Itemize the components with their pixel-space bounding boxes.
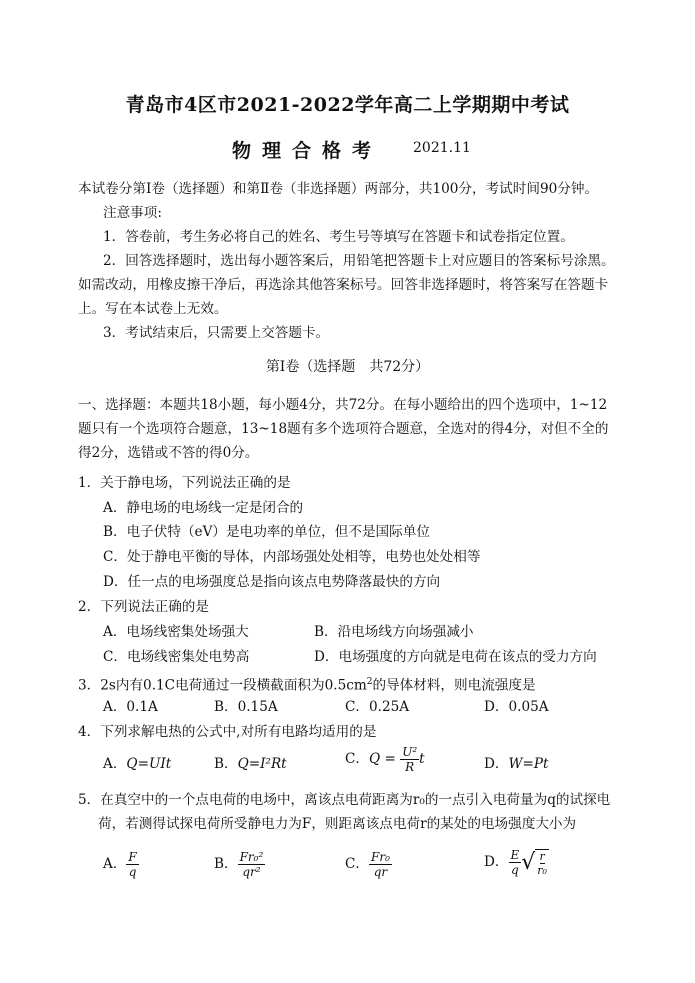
q4-c-fraction: [400, 745, 419, 774]
q3-option-d: D．0.05A: [484, 699, 549, 715]
q5-b-den: qr²: [242, 865, 261, 879]
q5-d-sqrt: [521, 849, 549, 877]
section-heading: 第Ⅰ卷（选择题 共72分）: [265, 359, 430, 375]
q5-option-a: [103, 850, 139, 879]
q5-a-num: F: [128, 850, 137, 864]
sqrt-icon: √: [521, 849, 536, 875]
q4-b-label: B．: [214, 756, 238, 772]
q3-stem-b: 的导体材料，则电流强度是: [372, 677, 536, 694]
q5-b-label: B．: [214, 856, 238, 872]
q5-option-c: [345, 850, 392, 879]
intro-line: 本试卷分第Ⅰ卷（选择题）和第Ⅱ卷（非选择题）两部分，共100分，考试时间90分钟。: [78, 181, 599, 197]
q5-a-den: q: [128, 865, 137, 879]
q5-a-label: A．: [103, 856, 127, 872]
q4-stem: 4．下列求解电热的公式中,对所有电路均适用的是: [78, 724, 377, 740]
q3-option-b: B．0.15A: [214, 699, 278, 715]
q4-a-formula: Q=UIt: [126, 756, 172, 772]
q1-option-a: A．静电场的电场线一定是闭合的: [103, 500, 304, 516]
q5-c-num: Fr₀: [371, 850, 390, 864]
q4-a-label: A．: [103, 756, 127, 772]
q5-c-label: C．: [345, 856, 369, 872]
q5-option-b: [214, 850, 265, 879]
q1-stem: 1．关于静电场，下列说法正确的是: [78, 475, 291, 491]
exam-subtitle: 物理合格考: [232, 140, 383, 162]
q3-stem-sup: 2: [366, 677, 373, 687]
q5-d-num: E: [510, 848, 520, 862]
q2-option-c: C．电场线密集处电势高: [103, 649, 250, 665]
section-desc-b: 题只有一个选项符合题意，13~18题有多个选项符合题意，全选对的得4分，对但不全的: [78, 421, 609, 437]
q4-option-d: [484, 755, 548, 773]
q2-option-b: B．沿电场线方向场强减小: [314, 624, 474, 640]
q4-d-formula: W=Pt: [508, 756, 549, 772]
note-3: 3．考试结束后，只需要上交答题卡。: [103, 325, 330, 341]
q5-d-fraction: [509, 848, 522, 877]
exam-date: 2021.11: [413, 140, 471, 156]
q4-option-a: [103, 755, 171, 773]
q4-c-tail: t: [419, 751, 425, 767]
q5-b-num: Fr₀²: [239, 850, 264, 864]
section-desc-a: 一、选择题：本题共18小题，每小题4分，共72分。在每小题给出的四个选项中，1~12: [78, 397, 608, 413]
q4-option-c: C．Q = $\frac{\text{U²}}{R}$ t: [345, 745, 425, 774]
q4-c-label: C．: [345, 751, 369, 767]
q4-c-den: R: [405, 760, 415, 774]
q5-b-fraction: [238, 850, 266, 879]
q1-option-c: C．处于静电平衡的导体，内部场强处处相等，电势也处处相等: [103, 549, 481, 565]
q5-c-fraction: [369, 850, 392, 879]
q5-d-label: D．: [484, 854, 509, 870]
q2-option-a: A．电场线密集处场强大: [103, 624, 249, 640]
note-2c: 上。写在本试卷上无效。: [78, 301, 228, 317]
q1-option-d: D．任一点的电场强度总是指向该点电势降落最快的方向: [103, 574, 441, 590]
note-2b: 如需改动，用橡皮擦干净后，再选涂其他答案标号。回答非选择题时，将答案写在答题卡: [78, 277, 609, 293]
q5-option-d: [484, 848, 549, 877]
notice-heading: 注意事项:: [103, 205, 162, 221]
q3-stem: [78, 673, 536, 695]
q3-stem-a: 3．2s内有0.1C电荷通过一段横截面积为0.5cm: [78, 677, 367, 694]
q5-a-fraction: [126, 850, 138, 879]
note-2a: 2．回答选择题时，选出每小题答案后，用铅笔把答题卡上对应题目的答案标号涂黑。: [103, 253, 615, 269]
q3-option-c: C．0.25A: [345, 699, 410, 715]
q5-stem-b: 荷，若测得试探电荷所受静电力为F，则距离该点电荷r的某处的电场强度大小为: [98, 816, 577, 832]
q5-d-rnum: r: [539, 849, 545, 863]
q4-c-lhs: Q: [369, 751, 381, 767]
q2-option-d: D．电场强度的方向就是电荷在该点的受力方向: [314, 649, 597, 665]
q4-d-label: D．: [484, 756, 509, 772]
q1-option-b: B．电子伏特（eV）是电功率的单位，但不是国际单位: [103, 524, 430, 540]
q5-d-den: q: [511, 863, 519, 877]
q2-stem: 2．下列说法正确的是: [78, 599, 209, 615]
q4-b-formula: Q=I²Rt: [237, 756, 287, 772]
q3-option-a: A．0.1A: [103, 699, 158, 715]
section-desc-c: 得2分，选错或不答的得0分。: [78, 445, 259, 461]
q5-d-rden: r₀: [537, 863, 547, 877]
exam-title: 青岛市4区市2021-2022学年高二上学期期中考试: [125, 94, 570, 116]
note-1: 1．答卷前，考生务必将自己的姓名、考生号等填写在答题卡和试卷指定位置。: [103, 229, 574, 245]
q5-d-radicand: [535, 849, 549, 877]
q5-c-den: qr: [373, 865, 388, 879]
q4-option-b: [214, 755, 287, 773]
q4-c-num: U²: [402, 745, 418, 759]
q5-stem-a: 5．在真空中的一个点电荷的电场中，离该点电荷距离为r₀的一点引入电荷量为q的试探电: [78, 792, 611, 808]
